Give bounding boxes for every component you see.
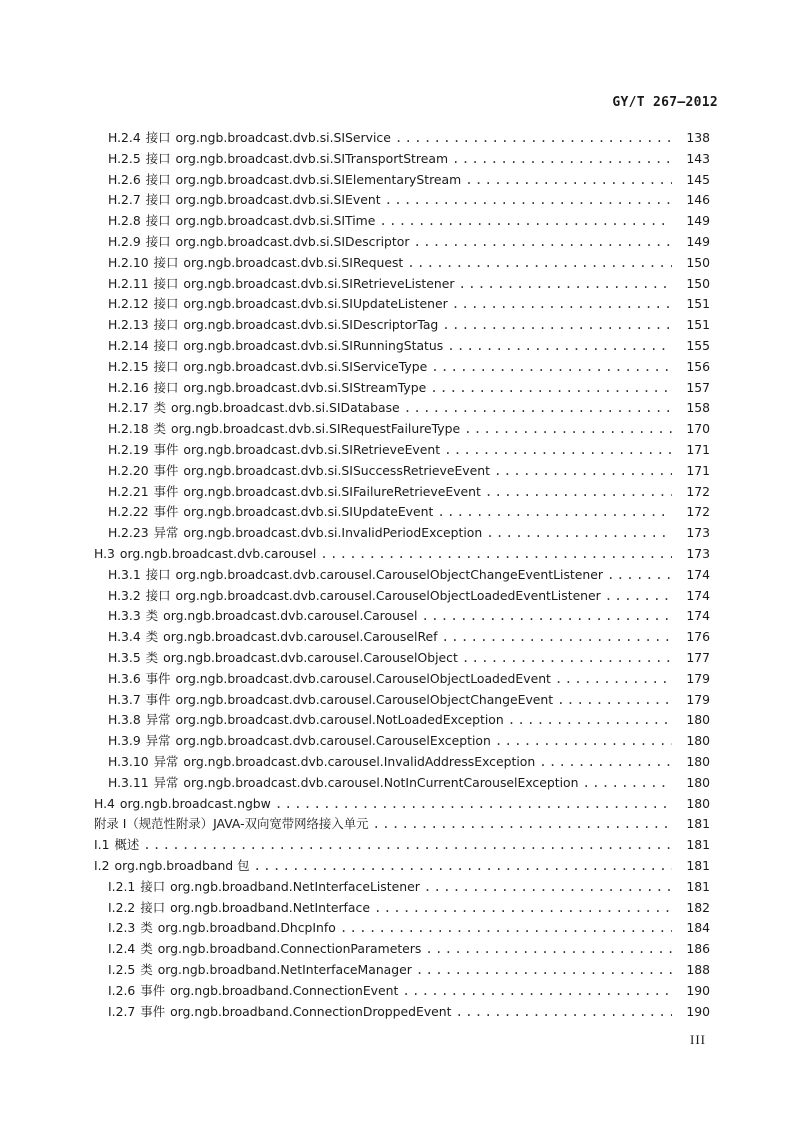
toc-entry-label [108,877,420,898]
toc-entry-label [108,232,409,253]
toc-entry-number: I.2.2 [108,899,136,915]
toc-entry-kind: 异常 [153,774,179,790]
toc-entry-title: org.ngb.broadcast.dvb.si.SIEvent [175,192,381,208]
toc-entry-number: H.2.19 [108,442,149,457]
toc-entry[interactable] [0,1002,794,1023]
toc-entry-label [108,170,461,191]
toc-entry-title: org.ngb.broadcast.dvb.si.SIElementaryStream [175,171,462,187]
toc-entry[interactable] [0,710,794,731]
toc-entry[interactable] [0,606,794,627]
toc-dot-leader [379,211,672,232]
toc-entry-title: org.ngb.broadcast.dvb.si.InvalidPeriodException [183,525,483,541]
toc-entry-title: org.ngb.broadband.NetInterface [170,899,370,915]
toc-entry-number: I.2.3 [108,920,136,936]
toc-dot-leader [395,128,672,149]
toc-entry-title: org.ngb.broadcast.dvb.si.SIRequest [183,254,404,270]
toc-entry-label [108,357,427,378]
toc-dot-leader [425,939,672,960]
toc-entry[interactable] [0,482,794,503]
toc-entry-page: 182 [686,899,710,915]
toc-entry-title: org.ngb.broadband 包 [114,858,250,873]
toc-entry-kind: 接口 [145,234,171,249]
toc-dot-leader [465,170,672,191]
toc-entry-kind: 接口 [145,171,171,187]
toc-entry-number: H.3 [94,546,115,561]
toc-entry-label [94,814,369,835]
toc-entry[interactable] [0,586,794,607]
toc-entry-kind: 接口 [153,358,179,374]
toc-entry-page: 186 [686,941,710,957]
toc-entry[interactable] [0,523,794,544]
toc-dot-leader [143,835,672,856]
toc-entry-number: H.3.10 [108,754,149,769]
toc-entry[interactable] [0,398,794,419]
toc-dot-leader [605,586,672,607]
toc-entry[interactable] [0,794,794,815]
toc-dot-leader [442,315,672,336]
toc-entry-page: 172 [686,504,710,520]
toc-entry-kind: 事件 [153,483,179,499]
toc-entry[interactable] [0,981,794,1002]
toc-entry-kind: 类 [145,650,159,665]
toc-entry-title: org.ngb.broadband.DhcpInfo [157,920,336,936]
toc-entry[interactable] [0,170,794,191]
toc-entry-title: org.ngb.broadcast.dvb.si.SIDescriptorTag [183,317,439,333]
toc-entry-label [108,419,460,440]
toc-entry-page: 149 [686,234,710,249]
toc-entry[interactable] [0,814,794,835]
toc-entry[interactable] [0,419,794,440]
toc-entry-label [108,669,551,690]
toc-entry-title: org.ngb.broadcast.dvb.si.SIRetrieveEvent [183,442,441,457]
toc-entry-page: 155 [686,338,710,353]
toc-dot-leader [275,794,672,815]
toc-entry-title: org.ngb.broadband.NetInterfaceManager [157,962,412,977]
toc-entry-page: 149 [686,213,710,229]
toc-entry-number: H.2.13 [108,317,149,333]
toc-entry-label [108,315,438,336]
toc-entry-label [108,752,535,773]
toc-entry-page: 138 [686,130,710,145]
toc-entry-number: H.3.1 [108,566,141,582]
toc-entry-kind: 接口 [140,878,166,894]
toc-entry-page: 143 [686,150,710,166]
toc-entry-kind: 异常 [145,733,171,749]
toc-entry-kind: 异常 [153,754,179,769]
toc-entry-label [108,586,601,607]
toc-dot-leader [442,627,673,648]
toc-entry[interactable] [0,274,794,295]
toc-entry-label [94,794,271,815]
toc-entry[interactable] [0,149,794,170]
toc-entry-label [108,398,400,419]
toc-entry-title: org.ngb.broadcast.dvb.si.SIRetrieveListener [183,275,455,291]
toc-entry-label [108,690,553,711]
toc-entry-kind: 接口 [145,566,171,582]
toc-entry-number: H.2.14 [108,338,149,353]
toc-entry-page: 158 [686,400,710,416]
toc-entry-label [108,898,370,919]
toc-dot-leader [424,877,672,898]
toc-dot-leader [444,440,672,461]
toc-entry-label [108,274,454,295]
toc-dot-leader [455,1002,672,1023]
toc-dot-leader [430,378,672,399]
toc-dot-leader [431,357,672,378]
toc-entry[interactable] [0,877,794,898]
toc-entry-page: 173 [686,525,710,541]
toc-entry-title: org.ngb.broadcast.dvb.carousel.CarouselObjectChangeEvent [175,691,554,707]
toc-entry-title: org.ngb.broadcast.dvb.si.SIRequestFailureType [171,421,461,437]
toc-entry-page: 180 [686,754,710,769]
toc-entry-page: 190 [686,1003,710,1019]
toc-entry[interactable] [0,731,794,752]
toc-dot-leader [582,773,672,794]
toc-entry[interactable] [0,835,794,856]
toc-entry-label [94,544,316,565]
toc-entry-page: 170 [686,421,710,437]
toc-entry-number: H.3.6 [108,670,141,686]
toc-entry[interactable] [0,128,794,149]
toc-entry-kind: 类 [153,400,167,416]
toc-entry-title: org.ngb.broadband.NetInterfaceListener [170,878,420,894]
toc-entry-kind: 类 [153,421,167,437]
toc-entry[interactable] [0,211,794,232]
toc-entry-number: H.3.7 [108,691,141,707]
toc-dot-leader [385,190,672,211]
toc-entry-title: 附录 I（规范性附录）JAVA-双向宽带网络接入单元 [94,816,369,832]
toc-entry-kind: 接口 [153,317,179,333]
toc-entry-page: 180 [686,795,710,811]
toc-entry[interactable] [0,960,794,981]
toc-entry-number: H.2.16 [108,379,149,395]
toc-entry-page: 171 [686,462,710,478]
toc-entry-page: 151 [686,317,710,333]
toc-entry[interactable] [0,669,794,690]
toc-entry[interactable] [0,357,794,378]
toc-entry-kind: 事件 [153,504,179,520]
toc-entry-page: 172 [686,483,710,499]
toc-entry-page: 181 [686,858,710,873]
toc-entry-number: H.2.9 [108,234,141,249]
toc-entry-title: org.ngb.broadcast.dvb.carousel.InvalidAddressException [183,754,536,769]
toc-entry-kind: 异常 [145,712,171,728]
toc-entry-number: H.2.21 [108,483,149,499]
toc-dot-leader [340,918,672,939]
toc-dot-leader [374,898,672,919]
toc-entry-number: H.2.12 [108,296,149,312]
toc-entry[interactable] [0,461,794,482]
toc-entry-label [108,648,458,669]
toc-entry-label [94,856,250,877]
toc-entry-page: 177 [686,650,710,665]
toc-entry-label [108,378,426,399]
toc-dot-leader [447,336,672,357]
toc-entry-kind: 接口 [145,150,171,166]
toc-entry-title: org.ngb.broadband.ConnectionParameters [157,941,422,957]
toc-entry-page: 146 [686,192,710,208]
toc-entry-title: org.ngb.broadcast.dvb.si.SITime [175,213,376,229]
toc-entry-kind: 事件 [145,670,171,686]
toc-entry-number: I.2 [94,858,110,873]
toc-dot-leader [508,710,672,731]
toc-entry-number: H.3.3 [108,608,141,624]
toc-entry-label [108,502,433,523]
toc-entry-page: 173 [686,546,710,561]
toc-entry-kind: 事件 [145,691,171,707]
toc-entry-kind: 事件 [140,1003,166,1019]
toc-entry-number: H.2.22 [108,504,149,520]
toc-dot-leader [607,565,672,586]
toc-entry-label [108,211,375,232]
toc-entry-title: org.ngb.broadband.ConnectionDroppedEvent [170,1003,452,1019]
toc-entry[interactable] [0,752,794,773]
toc-entry-page: 171 [686,442,710,457]
toc-entry[interactable] [0,502,794,523]
toc-dot-leader [452,294,672,315]
toc-entry-kind: 接口 [140,899,166,915]
toc-entry-kind: 接口 [153,338,179,353]
toc-entry-page: 180 [686,774,710,790]
toc-dot-leader [407,253,672,274]
toc-entry[interactable] [0,378,794,399]
toc-entry-title: org.ngb.broadcast.dvb.carousel.CarouselObjectChangeEventListener [175,566,603,582]
toc-entry-number: H.3.11 [108,774,149,790]
toc-entry-title: org.ngb.broadcast.dvb.carousel.NotInCurrentCarouselException [183,774,579,790]
toc-entry-title: org.ngb.broadcast.dvb.si.SITransportStream [175,150,449,166]
toc-dot-leader [452,149,672,170]
toc-entry[interactable] [0,918,794,939]
toc-entry-label [108,960,412,981]
toc-entry-label [108,482,481,503]
toc-entry-number: I.1 [94,837,110,853]
toc-entry[interactable] [0,544,794,565]
toc-entry-page: 174 [686,566,710,582]
toc-entry-title: org.ngb.broadband.ConnectionEvent [170,982,399,998]
toc-entry-title: org.ngb.broadcast.dvb.carousel.CarouselObject [163,650,458,665]
toc-entry-label [108,253,403,274]
toc-entry-kind: 接口 [145,587,171,603]
toc-entry[interactable] [0,190,794,211]
toc-entry-number: H.3.2 [108,587,141,603]
toc-dot-leader [413,232,672,253]
toc-entry-kind: 接口 [153,275,179,291]
toc-entry-label [108,773,578,794]
toc-entry-page: 145 [686,171,710,187]
toc-dot-leader [462,648,672,669]
toc-entry-page: 157 [686,379,710,395]
toc-entry-number: H.3.4 [108,629,141,645]
toc-entry-label [108,440,440,461]
toc-entry-number: H.3.8 [108,712,141,728]
toc-entry[interactable] [0,773,794,794]
toc-entry-kind: 类 [140,962,153,977]
toc-entry-page: 184 [686,920,710,936]
toc-entry[interactable] [0,294,794,315]
toc-entry[interactable] [0,939,794,960]
toc-entry-number: H.2.4 [108,130,141,145]
page-number: III [690,1032,706,1047]
toc-entry-page: 180 [686,733,710,749]
toc-entry-title: org.ngb.broadcast.dvb.carousel.CarouselRef [163,629,438,645]
toc-dot-leader [458,274,672,295]
toc-entry-number: I.2.1 [108,878,136,894]
toc-entry-kind: 类 [145,608,159,624]
toc-entry-label [108,190,381,211]
toc-entry-title: org.ngb.broadcast.dvb.si.SIDatabase [171,400,400,416]
toc-entry-title: org.ngb.broadcast.dvb.carousel.NotLoadedException [175,712,504,728]
toc-entry-number: H.2.7 [108,192,141,208]
toc-entry-page: 151 [686,296,710,312]
toc-entry-label [108,627,438,648]
toc-entry-number: H.2.20 [108,462,149,478]
toc-entry-kind: 事件 [153,442,179,457]
toc-entry-title: org.ngb.broadcast.dvb.carousel [119,546,317,561]
toc-entry-title: org.ngb.broadcast.dvb.carousel.CarouselException [175,733,491,749]
toc-entry-title: org.ngb.broadcast.dvb.si.SIStreamType [183,379,427,395]
toc-entry-number: I.2.4 [108,941,136,957]
toc-entry-title: org.ngb.broadcast.dvb.si.SIDescriptor [175,234,410,249]
toc-entry-label [108,149,448,170]
toc-dot-leader [495,731,672,752]
toc-entry-page: 181 [686,837,710,853]
toc-dot-leader [486,523,672,544]
toc-entry-label [108,710,504,731]
toc-entry-page: 181 [686,878,710,894]
toc-entry-label [108,981,398,1002]
toc-entry[interactable] [0,898,794,919]
toc-entry-label [108,523,482,544]
document-code-header: GY/T 267—2012 [612,95,718,110]
toc-entry-label [108,461,490,482]
toc-entry-number: I.2.6 [108,982,136,998]
toc-entry-page: 156 [686,358,710,374]
toc-entry-page: 174 [686,587,710,603]
toc-entry-title: org.ngb.broadcast.dvb.si.SIUpdateEvent [183,504,434,520]
toc-entry-page: 181 [686,816,710,832]
toc-entry[interactable] [0,315,794,336]
toc-entry[interactable] [0,856,794,877]
toc-entry-label [108,1002,451,1023]
toc-entry[interactable] [0,627,794,648]
toc-entry-title: org.ngb.broadcast.dvb.carousel.CarouselObjectLoadedEvent [175,670,551,686]
toc-dot-leader [539,752,672,773]
toc-entry-label [108,128,391,149]
toc-entry-title: org.ngb.broadcast.dvb.si.SIFailureRetrieveEvent [183,483,481,499]
toc-entry-label [108,731,491,752]
toc-entry-kind: 接口 [153,296,179,312]
toc-entry-title: org.ngb.broadcast.dvb.si.SIRunningStatus [183,338,444,353]
toc-entry[interactable] [0,648,794,669]
toc-entry-kind: 接口 [153,379,179,395]
toc-entry-number: H.2.15 [108,358,149,374]
toc-entry-label [108,606,417,627]
toc-entry-label [94,835,139,856]
toc-entry-number: H.3.5 [108,650,141,665]
toc-entry-number: I.2.5 [108,962,136,977]
toc-dot-leader [416,960,672,981]
toc-entry-title: org.ngb.broadcast.dvb.carousel.CarouselObjectLoadedEventListener [175,587,601,603]
toc-entry-page: 174 [686,608,710,624]
toc-entry-kind: 事件 [140,982,166,998]
toc-entry-page: 150 [686,254,710,270]
toc-entry-kind: 异常 [153,525,179,541]
toc-entry-number: H.3.9 [108,733,141,749]
toc-dot-leader [402,981,672,1002]
toc-entry-title: org.ngb.broadcast.dvb.si.SISuccessRetrieveEvent [183,462,490,478]
toc-dot-leader [421,606,672,627]
toc-entry-page: 179 [686,691,710,707]
toc-entry-kind: 类 [145,629,159,645]
toc-dot-leader [404,398,672,419]
toc-entry-page: 150 [686,275,710,291]
toc-entry-label [108,565,603,586]
toc-entry-number: H.2.17 [108,400,149,416]
toc-entry-page: 176 [686,629,710,645]
toc-entry-label [108,918,336,939]
toc-entry-title: org.ngb.broadcast.dvb.si.SIServiceType [183,358,428,374]
toc-entry-kind: 事件 [153,462,179,478]
toc-entry-number: H.2.18 [108,421,149,437]
toc-dot-leader [555,669,672,690]
toc-entry-title: org.ngb.broadcast.ngbw [119,795,271,811]
toc-entry-title: org.ngb.broadcast.dvb.si.SIService [175,130,391,145]
toc-entry-number: H.4 [94,795,115,811]
toc-entry-kind: 类 [140,920,153,936]
toc-entry[interactable] [0,253,794,274]
toc-entry[interactable] [0,232,794,253]
toc-entry-page: 188 [686,962,710,977]
toc-dot-leader [320,544,672,565]
toc-entry-label [108,336,443,357]
toc-entry-number: H.2.10 [108,254,149,270]
toc-entry[interactable] [0,336,794,357]
toc-entry-number: H.2.11 [108,275,149,291]
toc-entry-label [108,294,448,315]
toc-dot-leader [254,856,673,877]
toc-entry-title: org.ngb.broadcast.dvb.si.SIUpdateListener [183,296,448,312]
toc-entry-label [108,939,421,960]
toc-dot-leader [437,502,672,523]
toc-entry-title: org.ngb.broadcast.dvb.carousel.Carousel [163,608,418,624]
toc-dot-leader [557,690,672,711]
toc-entry[interactable] [0,690,794,711]
toc-entry[interactable] [0,565,794,586]
toc-dot-leader [464,419,672,440]
toc-entry-title: 概述 [114,837,140,853]
toc-entry-page: 190 [686,982,710,998]
toc-entry-page: 180 [686,712,710,728]
toc-entry-number: H.2.6 [108,171,141,187]
toc-entry-kind: 接口 [153,254,179,270]
toc-entry-kind: 类 [140,941,153,957]
toc-entry-number: I.2.7 [108,1003,136,1019]
toc-dot-leader [373,814,673,835]
toc-entry-number: H.2.8 [108,213,141,229]
toc-entry-page: 179 [686,670,710,686]
toc-entry[interactable] [0,440,794,461]
toc-entry-kind: 接口 [145,213,171,229]
toc-dot-leader [485,482,672,503]
toc-entry-number: H.2.23 [108,525,149,541]
toc-dot-leader [494,461,672,482]
toc-entry-kind: 接口 [145,192,171,208]
toc-entry-number: H.2.5 [108,150,141,166]
toc-entry-kind: 接口 [145,130,171,145]
